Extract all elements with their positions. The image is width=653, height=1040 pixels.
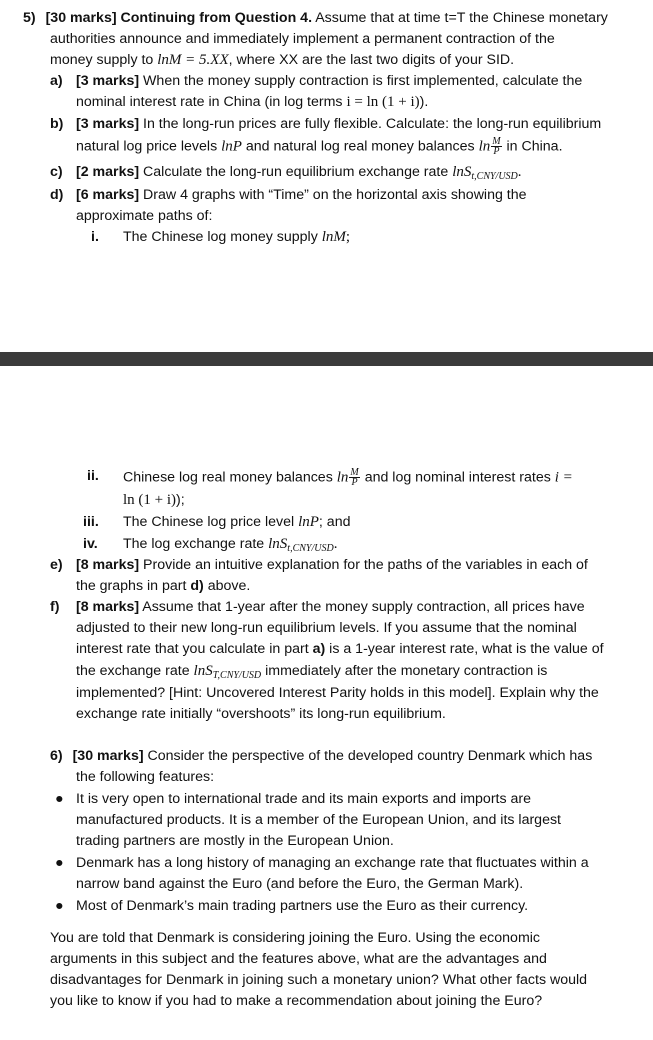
part-reference: d) xyxy=(190,578,204,594)
text: Chinese log real money balances xyxy=(123,469,337,486)
part-a-marks: [3 marks] xyxy=(76,73,140,89)
fraction-numerator: M xyxy=(350,467,359,478)
fraction-denominator: P xyxy=(493,146,500,157)
text: ); xyxy=(176,492,185,508)
bullet-1-line-3: trading partners are mostly in the European Union. xyxy=(76,833,394,849)
text: the exchange rate xyxy=(76,663,194,679)
part-d-label: d) xyxy=(50,187,64,203)
text: Provide an intuitive explanation for the paths of the variables in each of xyxy=(139,557,588,573)
part-f-marks: [8 marks] xyxy=(76,599,140,615)
text: money supply to xyxy=(50,52,158,68)
part-reference: a) xyxy=(312,641,326,657)
text: The Chinese log price level xyxy=(123,514,299,530)
question-6-marks: [30 marks] xyxy=(72,748,144,764)
part-f-line-4 xyxy=(76,663,547,681)
part-c-line xyxy=(76,164,522,182)
part-b-label: b) xyxy=(50,116,64,132)
text: The log exchange rate xyxy=(123,536,269,552)
question-6-line-1 xyxy=(50,748,592,764)
part-f-line-2: adjusted to their new long-run equilibrium levels. If you assume that the nominal xyxy=(76,620,577,636)
text: nominal interest rate in China (in log terms xyxy=(76,94,347,110)
text: in China. xyxy=(502,138,563,155)
exchange-rate-subscript: t,CNY/USD xyxy=(471,171,518,182)
exchange-rate-subscript: t,CNY/USD xyxy=(287,543,334,554)
text: , where XX are the last two digits of your SID. xyxy=(228,52,515,68)
part-b-marks: [3 marks] xyxy=(76,116,140,132)
text: immediately after the monetary contraction is xyxy=(261,663,548,679)
part-f-line-1 xyxy=(76,599,585,615)
text: . xyxy=(333,536,338,552)
part-b-line-2 xyxy=(76,137,563,156)
bullet-icon: ● xyxy=(55,855,64,871)
bullet-3-line-1: Most of Denmark’s main trading partners use the Euro as their currency. xyxy=(76,898,529,914)
text: ; and xyxy=(318,514,351,530)
part-f-line-3 xyxy=(76,641,604,657)
part-e-line-2 xyxy=(76,578,250,594)
part-d-ii-label: ii. xyxy=(87,468,99,484)
part-a-line-2 xyxy=(76,94,428,111)
exchange-rate-symbol: lnS xyxy=(268,536,288,552)
text: interest rate that you calculate in part xyxy=(76,641,313,657)
text: In the long-run prices are fully flexible. Calculate: the long-run equilibrium xyxy=(139,116,602,132)
part-f-label: f) xyxy=(50,599,60,615)
exchange-rate-symbol: lnS xyxy=(193,663,213,679)
part-d-iii-label: iii. xyxy=(83,514,99,530)
log-price-symbol: lnP xyxy=(221,138,242,155)
part-e-marks: [8 marks] xyxy=(76,557,140,573)
text: the graphs in part xyxy=(76,578,191,594)
exchange-rate-symbol: lnS xyxy=(452,164,472,180)
part-f-line-6: exchange rate initially “overshoots” its long-run equilibrium. xyxy=(76,706,446,722)
part-e-label: e) xyxy=(50,557,63,573)
part-a-line-1 xyxy=(76,73,582,89)
text: above. xyxy=(203,578,251,594)
money-supply-symbol: lnM xyxy=(321,229,346,245)
closing-line-2: arguments in this subject and the features above, what are the advantages and xyxy=(50,951,547,967)
question-5-marks: [30 marks] Continuing from Question 4. xyxy=(45,10,313,26)
question-5-line-2: authorities announce and immediately implement a permanent contraction of the xyxy=(50,31,555,47)
money-supply-formula: lnM = 5.XX xyxy=(157,52,229,68)
log-interest-formula: ln (1 + i) xyxy=(123,492,177,508)
part-d-iv-label: iv. xyxy=(83,536,98,552)
bullet-icon: ● xyxy=(55,898,64,914)
part-d-iv-text xyxy=(123,536,337,554)
part-d-iii-text xyxy=(123,514,350,531)
ln-symbol: ln xyxy=(478,138,491,155)
real-money-fraction xyxy=(349,468,359,487)
text: When the money supply contraction is first implemented, calculate the xyxy=(139,73,583,89)
question-5-intro-text: Assume that at time t=T the Chinese monetary xyxy=(312,10,608,26)
ln-symbol: ln xyxy=(336,469,349,486)
text: and log nominal interest rates xyxy=(360,469,555,486)
part-c-label: c) xyxy=(50,164,63,180)
question-5-number: 5) xyxy=(23,10,36,26)
text: ; xyxy=(345,229,351,245)
part-f-line-5: implemented? [Hint: Uncovered Interest Parity holds in this model]. Explain why the xyxy=(76,685,599,701)
text: Draw 4 graphs with “Time” on the horizontal axis showing the xyxy=(139,187,527,203)
part-a-label: a) xyxy=(50,73,63,89)
bullet-2-line-1: Denmark has a long history of managing an exchange rate that fluctuates within a xyxy=(76,855,589,871)
question-5-line-3 xyxy=(50,52,514,69)
bullet-1-line-2: manufactured products. It is a member of the European Union, and its largest xyxy=(76,812,562,828)
fraction-numerator: M xyxy=(492,136,501,147)
part-d-line-1 xyxy=(76,187,527,203)
part-c-marks: [2 marks] xyxy=(76,164,140,180)
bullet-icon: ● xyxy=(55,791,64,807)
part-d-ii-line-1 xyxy=(123,468,573,487)
bullet-1-line-1: It is very open to international trade and its main exports and imports are xyxy=(76,791,532,807)
closing-line-1: You are told that Denmark is considering joining the Euro. Using the economic xyxy=(50,930,541,946)
text: Calculate the long-run equilibrium exchange rate xyxy=(139,164,453,180)
closing-line-3: disadvantages for Denmark in joining such a monetary union? What other facts would xyxy=(50,972,588,988)
text: Assume that 1-year after the money supply contraction, all prices have xyxy=(139,599,585,615)
interest-symbol: i = xyxy=(554,469,573,486)
part-d-ii-line-2 xyxy=(123,492,185,509)
page-break-divider xyxy=(0,352,653,366)
text: The Chinese log money supply xyxy=(123,229,322,245)
exchange-rate-subscript: T,CNY/USD xyxy=(212,670,262,681)
part-e-line-1 xyxy=(76,557,588,573)
question-5-line-1 xyxy=(23,10,608,26)
text: ). xyxy=(419,94,429,110)
part-d-i-label: i. xyxy=(91,229,99,245)
closing-line-4: you like to know if you had to make a recommendation about joining the Euro? xyxy=(50,993,543,1009)
text: . xyxy=(517,164,522,180)
text: natural log price levels xyxy=(76,138,222,155)
log-price-symbol: lnP xyxy=(298,514,319,530)
interest-rate-formula: i = ln (1 + i) xyxy=(346,94,420,110)
text: Consider the perspective of the developed country Denmark which has xyxy=(143,748,593,764)
part-d-i-text xyxy=(123,229,350,246)
real-money-fraction xyxy=(491,137,501,156)
part-b-line-1 xyxy=(76,116,601,132)
text: and natural log real money balances xyxy=(241,138,479,155)
bullet-2-line-2: narrow band against the Euro (and before the Euro, the German Mark). xyxy=(76,876,524,892)
text: is a 1-year interest rate, what is the value of xyxy=(325,641,604,657)
part-d-marks: [6 marks] xyxy=(76,187,140,203)
fraction-denominator: P xyxy=(351,477,358,488)
question-6-line-2: the following features: xyxy=(76,769,215,785)
question-6-number: 6) xyxy=(50,748,63,764)
part-d-line-2: approximate paths of: xyxy=(76,208,213,224)
